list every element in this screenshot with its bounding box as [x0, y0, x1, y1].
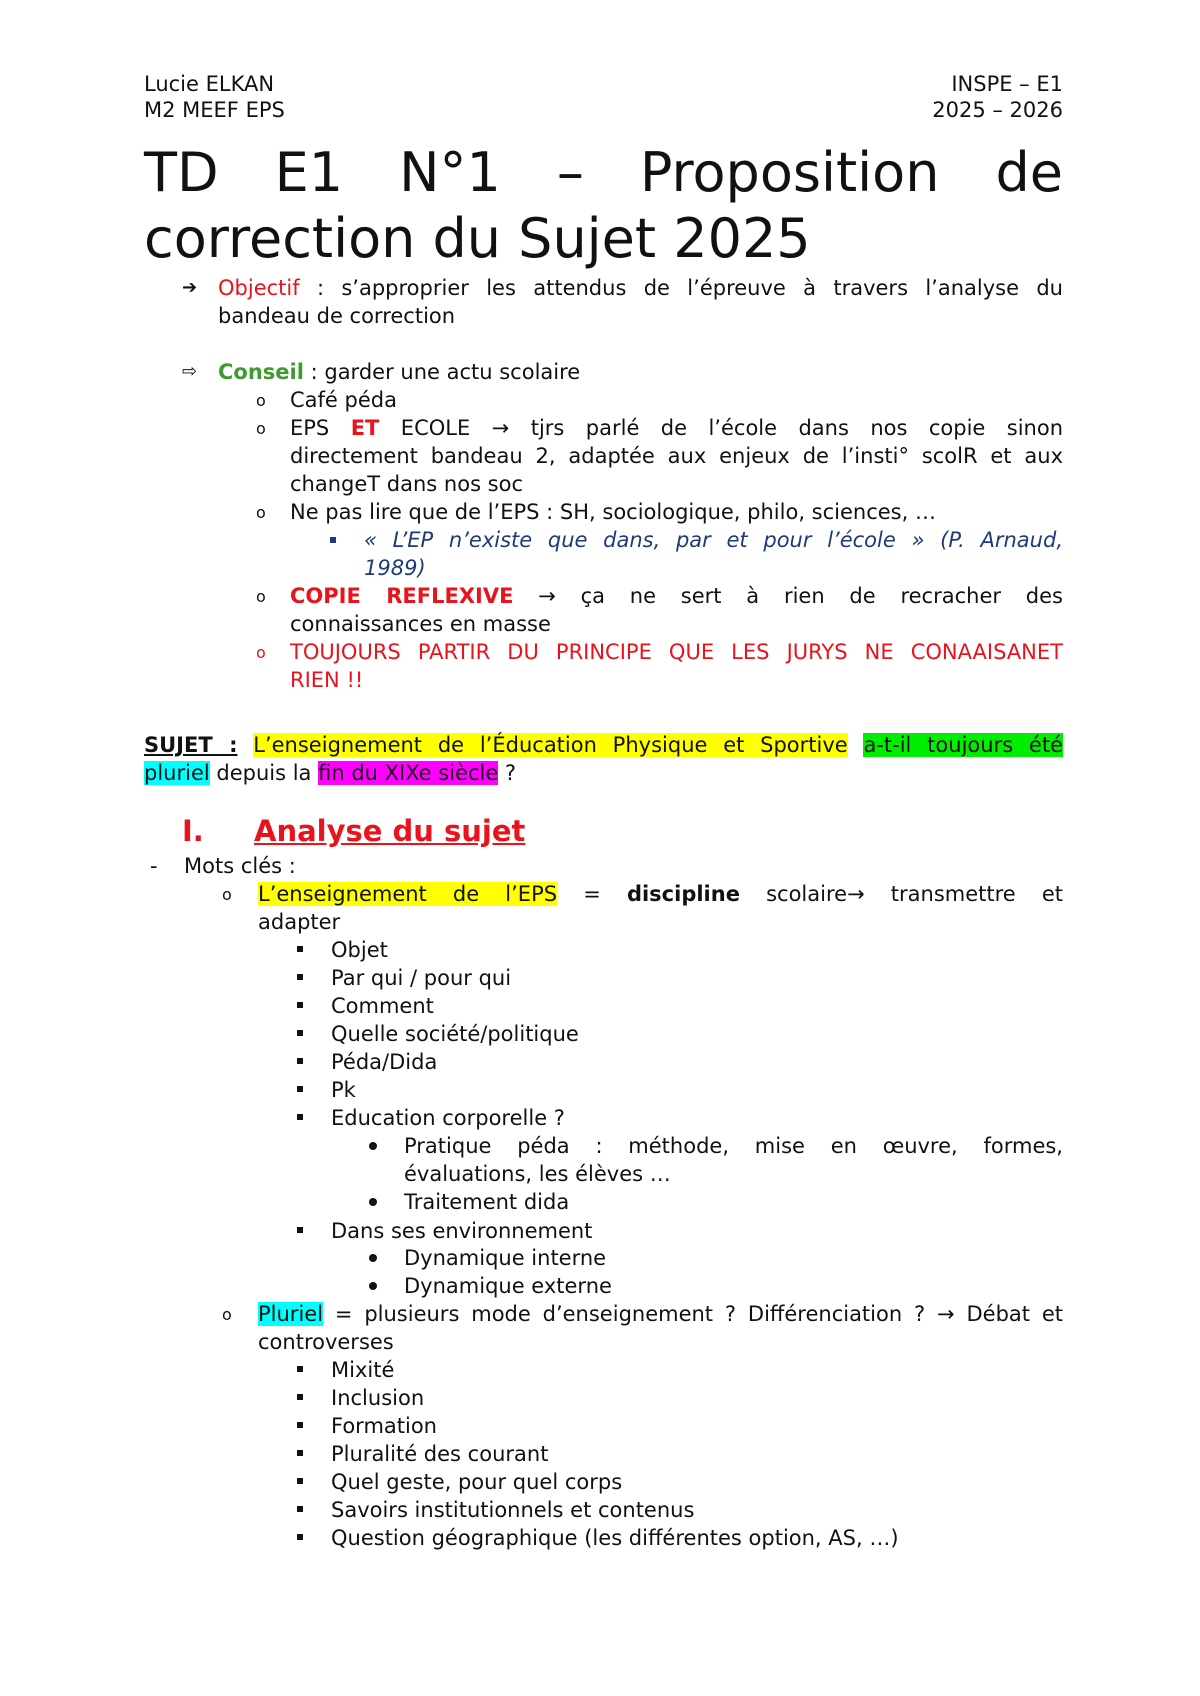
- conseil-item-toujours-line2: RIEN !!: [290, 668, 364, 692]
- discipline-text: discipline: [626, 882, 740, 906]
- square-bullet-icon: [297, 1030, 303, 1036]
- eps-text: EPS: [290, 416, 351, 440]
- sujet-text: depuis la: [209, 761, 319, 785]
- list-item: Objet: [331, 938, 388, 962]
- conseil-item-copie: [290, 582, 1063, 610]
- pluriel-line2: controverses: [258, 1330, 394, 1354]
- circle-bullet-icon: o: [222, 885, 232, 904]
- sub-item-pratique: Pratique péda : méthode, mise en œuvre, formes,: [404, 1134, 1063, 1158]
- scolaire-text: scolaire: [739, 882, 848, 906]
- sujet-label: SUJET :: [144, 733, 238, 757]
- copie-label: COPIE REFLEXIVE: [290, 584, 514, 608]
- square-bullet-icon: [297, 1227, 303, 1233]
- circle-bullet-icon: o: [256, 587, 266, 606]
- sub-item: Dynamique externe: [404, 1274, 612, 1298]
- sujet-highlight-yellow: L’enseignement de l’Éducation Physique et Sportive: [253, 733, 848, 757]
- circle-bullet-icon: o: [222, 1305, 232, 1324]
- square-bullet-icon: [297, 974, 303, 980]
- square-bullet-icon: [297, 1002, 303, 1008]
- course-name: M2 MEEF EPS: [144, 98, 285, 122]
- page-title-line2: correction du Sujet 2025: [144, 207, 811, 270]
- title-word: E1: [274, 141, 344, 204]
- list-item: Quelle société/politique: [331, 1022, 579, 1046]
- conseil-item-toujours: TOUJOURS PARTIR DU PRINCIPE QUE LES JURYS NE CONAAISANET: [290, 640, 1063, 664]
- conseil-item-lire: Ne pas lire que de l’EPS : SH, sociologique, philo, sciences, …: [290, 500, 936, 524]
- arrow-icon: →: [847, 882, 865, 906]
- conseil-label: Conseil: [218, 360, 304, 384]
- title-word: TD: [144, 141, 219, 204]
- circle-bullet-icon: o: [256, 643, 266, 662]
- arrow-icon: →: [538, 584, 556, 608]
- list-item: Comment: [331, 994, 434, 1018]
- transmettre-text: transmettre et: [864, 882, 1064, 906]
- objectif-text: : s’approprier les attendus de l’épreuve à travers l’analyse du: [299, 276, 1063, 300]
- square-bullet-icon: [330, 537, 336, 543]
- square-bullet-icon: [297, 1394, 303, 1400]
- square-bullet-icon: [297, 1534, 303, 1540]
- square-bullet-icon: [297, 946, 303, 952]
- arnaud-quote-line2: 1989): [364, 556, 426, 580]
- round-bullet-icon: [369, 1198, 377, 1206]
- arnaud-quote: « L’EP n’existe que dans, par et pour l’école » (P. Arnaud,: [364, 528, 1063, 552]
- circle-bullet-icon: o: [256, 419, 266, 438]
- circle-bullet-icon: o: [256, 391, 266, 410]
- ecole-text: ECOLE: [379, 416, 492, 440]
- objectif-line2: bandeau de correction: [218, 304, 456, 328]
- square-bullet-icon: [297, 1478, 303, 1484]
- mots-cles-label: Mots clés :: [184, 854, 296, 878]
- author-name: Lucie ELKAN: [144, 72, 275, 96]
- round-bullet-icon: [369, 1282, 377, 1290]
- page-title: [144, 142, 1063, 204]
- conseil-item-eps-line3: changeT dans nos soc: [290, 472, 524, 496]
- pluriel-text: = plusieurs mode d’enseignement ? Différenciation ?: [323, 1302, 938, 1326]
- sub-item-pratique-line2: évaluations, les élèves …: [404, 1162, 671, 1186]
- sub-item-dida: Traitement dida: [404, 1190, 570, 1214]
- pluriel-line1: [258, 1300, 1063, 1328]
- list-item: Inclusion: [331, 1386, 425, 1410]
- objectif-label: Objectif: [218, 276, 300, 300]
- list-item: Pk: [331, 1078, 356, 1102]
- eps-rest-text: tjrs parlé de l’école dans nos copie sinon: [509, 416, 1064, 440]
- section-number: I.: [182, 814, 204, 848]
- round-bullet-icon: [369, 1254, 377, 1262]
- enseignement-line1: [258, 880, 1063, 908]
- square-bullet-icon: [297, 1366, 303, 1372]
- square-bullet-icon: [297, 1114, 303, 1120]
- square-bullet-icon: [297, 1058, 303, 1064]
- arrow-icon: →: [491, 416, 510, 440]
- list-item: Pluralité des courant: [331, 1442, 549, 1466]
- sujet-highlight-cyan: pluriel: [144, 761, 210, 785]
- list-item: Par qui / pour qui: [331, 966, 512, 990]
- title-word: –: [556, 141, 584, 204]
- round-bullet-icon: [369, 1142, 377, 1150]
- list-item: Formation: [331, 1414, 437, 1438]
- et-text: ET: [350, 416, 380, 440]
- square-bullet-icon: [297, 1086, 303, 1092]
- square-bullet-icon: [297, 1506, 303, 1512]
- enseignement-line2: adapter: [258, 910, 341, 934]
- equals-text: =: [557, 882, 627, 906]
- title-word: de: [995, 141, 1063, 204]
- title-word: N°1: [399, 141, 501, 204]
- list-item: Mixité: [331, 1358, 395, 1382]
- square-bullet-icon: [297, 1422, 303, 1428]
- arrow-icon: →: [937, 1302, 955, 1326]
- section-heading: Analyse du sujet: [254, 814, 526, 848]
- list-item: Savoirs institutionnels et contenus: [331, 1498, 695, 1522]
- title-word: Proposition: [639, 141, 940, 204]
- circle-bullet-icon: o: [256, 503, 266, 522]
- list-item: Dans ses environnement: [331, 1219, 593, 1243]
- square-bullet-icon: [297, 1450, 303, 1456]
- list-item: Quel geste, pour quel corps: [331, 1470, 623, 1494]
- conseil-item-eps-line2: directement bandeau 2, adaptée aux enjeux de l’insti° scolR et aux: [290, 444, 1063, 468]
- sujet-line2: [144, 759, 516, 787]
- list-item: Péda/Dida: [331, 1050, 438, 1074]
- sujet-line1: [144, 731, 1063, 759]
- hollow-arrow-bullet-icon: ⇨: [182, 361, 198, 382]
- sub-item: Dynamique interne: [404, 1246, 607, 1270]
- sujet-highlight-green: a-t-il toujours été: [863, 733, 1063, 757]
- sujet-question-mark: ?: [498, 761, 517, 785]
- objectif-line1: [218, 274, 1063, 302]
- arrow-bullet-icon: ➔: [182, 277, 198, 298]
- list-item: Education corporelle ?: [331, 1106, 565, 1130]
- enseignement-highlight: L’enseignement de l’EPS: [258, 882, 558, 906]
- conseil-item-copie-line2: connaissances en masse: [290, 612, 551, 636]
- sujet-highlight-magenta: fin du XIXe siècle: [318, 761, 499, 785]
- pluriel-highlight: Pluriel: [258, 1302, 324, 1326]
- dash-bullet-icon: -: [150, 854, 158, 878]
- conseil-item-cafe: Café péda: [290, 388, 397, 412]
- debat-text: Débat et: [954, 1302, 1064, 1326]
- institution: INSPE – E1: [951, 72, 1063, 96]
- conseil-item-eps-ecole: [290, 414, 1063, 442]
- copie-text: ça ne sert à rien de recracher des: [555, 584, 1063, 608]
- list-item: Question géographique (les différentes option, AS, …): [331, 1526, 899, 1550]
- conseil-line: [218, 358, 580, 386]
- academic-year: 2025 – 2026: [932, 98, 1063, 122]
- conseil-text: : garder une actu scolaire: [303, 360, 581, 384]
